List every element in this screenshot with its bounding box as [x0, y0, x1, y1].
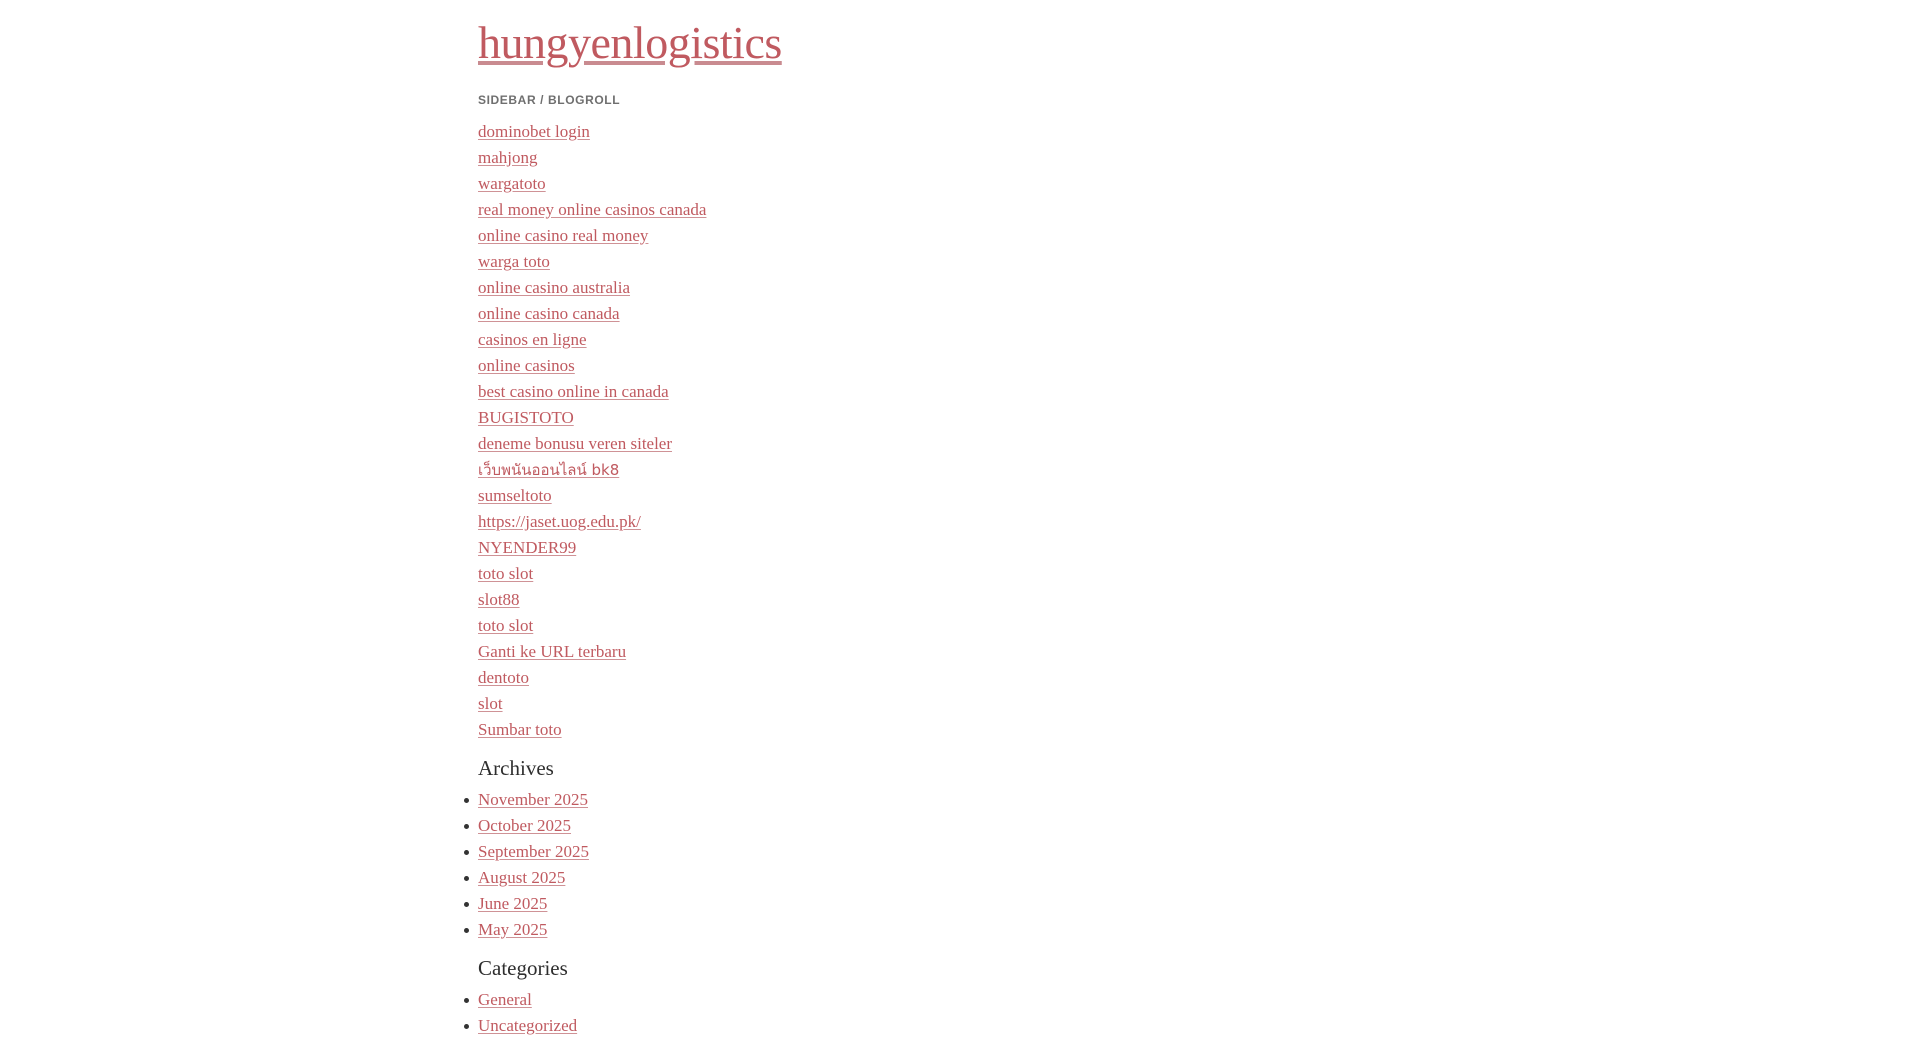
list-item: [0, 1013, 1920, 1039]
blogroll-link[interactable]: online casino australia: [478, 277, 631, 297]
list-item: [478, 431, 1920, 457]
list-item: [0, 787, 1920, 813]
blogroll-link[interactable]: slot88: [478, 589, 520, 609]
list-item: [478, 457, 1920, 483]
list-item: [478, 223, 1920, 249]
list-item: [0, 839, 1920, 865]
categories-title: Categories: [478, 955, 568, 980]
blogroll-link[interactable]: Ganti ke URL terbaru: [478, 641, 627, 661]
blogroll-link[interactable]: online casino canada: [478, 303, 620, 323]
blogroll-link[interactable]: https://jaset.uog.edu.pk/: [478, 511, 641, 531]
category-link[interactable]: General: [478, 989, 532, 1009]
list-item: [0, 865, 1920, 891]
list-item: [478, 561, 1920, 587]
list-item: [478, 119, 1920, 145]
blogroll-link[interactable]: toto slot: [478, 563, 534, 583]
list-item: [478, 197, 1920, 223]
list-item: [478, 483, 1920, 509]
blogroll-link[interactable]: best casino online in canada: [478, 381, 669, 401]
archives-title: Archives: [478, 755, 554, 780]
blogroll-link[interactable]: เว็บพนันออนไลน์ bk8: [478, 460, 620, 479]
list-item: [0, 891, 1920, 917]
archive-link[interactable]: August 2025: [478, 867, 566, 887]
list-item: [478, 275, 1920, 301]
blogroll-link[interactable]: warga toto: [478, 251, 550, 271]
blogroll-link[interactable]: online casino real money: [478, 225, 649, 245]
list-item: [478, 145, 1920, 171]
archive-link[interactable]: November 2025: [478, 789, 589, 809]
list-item: [478, 613, 1920, 639]
site-title: [0, 0, 1920, 69]
archive-link[interactable]: September 2025: [478, 841, 589, 861]
blogroll-link[interactable]: mahjong: [478, 147, 538, 167]
list-item: [478, 509, 1920, 535]
blogroll-link[interactable]: dominobet login: [478, 121, 590, 141]
categories-list: [0, 983, 1920, 1039]
list-item: [478, 665, 1920, 691]
list-item: [478, 171, 1920, 197]
list-item: [0, 813, 1920, 839]
blogroll-link[interactable]: wargatoto: [478, 173, 546, 193]
list-item: [478, 327, 1920, 353]
blogroll-link[interactable]: online casinos: [478, 355, 575, 375]
list-item: [0, 917, 1920, 943]
list-item: [478, 535, 1920, 561]
archive-link[interactable]: June 2025: [478, 893, 548, 913]
blogroll-link[interactable]: Sumbar toto: [478, 719, 562, 739]
category-link[interactable]: Uncategorized: [478, 1015, 578, 1035]
list-item: [478, 249, 1920, 275]
list-item: [478, 353, 1920, 379]
list-item: [0, 987, 1920, 1013]
archive-link[interactable]: May 2025: [478, 919, 548, 939]
blogroll-link[interactable]: deneme bonusu veren siteler: [478, 433, 673, 453]
blogroll-link[interactable]: toto slot: [478, 615, 534, 635]
list-item: [478, 691, 1920, 717]
list-item: [478, 717, 1920, 743]
blogroll-link[interactable]: dentoto: [478, 667, 529, 687]
list-item: [478, 405, 1920, 431]
archive-link[interactable]: October 2025: [478, 815, 572, 835]
blogroll-link[interactable]: NYENDER99: [478, 537, 577, 557]
list-item: [478, 379, 1920, 405]
blogroll-link[interactable]: real money online casinos canada: [478, 199, 707, 219]
blogroll-link[interactable]: sumseltoto: [478, 485, 552, 505]
list-item: [478, 301, 1920, 327]
blogroll-link[interactable]: BUGISTOTO: [478, 407, 574, 427]
blogroll-link[interactable]: casinos en ligne: [478, 329, 587, 349]
blogroll-link[interactable]: slot: [478, 693, 503, 713]
blogroll-list: [0, 107, 1920, 743]
site-title-link[interactable]: hungyenlogistics: [478, 17, 782, 68]
list-item: [478, 639, 1920, 665]
archives-list: [0, 783, 1920, 943]
list-item: [478, 587, 1920, 613]
sidebar-heading: SIDEBAR / BLOGROLL: [478, 92, 621, 107]
